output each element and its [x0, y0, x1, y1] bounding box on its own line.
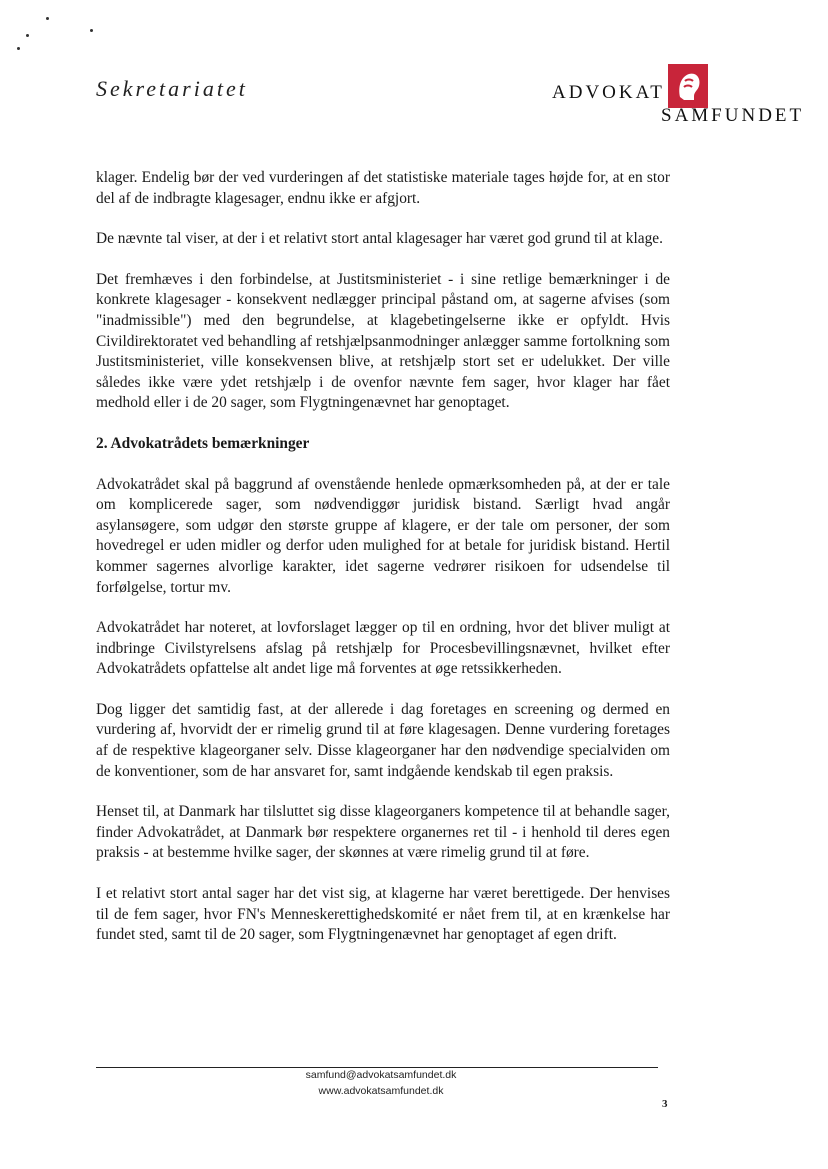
- header-title: Sekretariatet: [96, 76, 248, 101]
- logo-text-top: ADVOKAT: [552, 82, 665, 103]
- paragraph-3: Det fremhæves i den forbindelse, at Justitsministeriet - i sine retlige bemærkninger i de konkrete klagesager - konsekvent nedlægger principal påstand om, at sagerne afvises (som "inadmissible") med den begrundelse, at klagebetingelserne ikke er opfyldt. Hvis Civildirektoratet ved behandling af retshjælpsanmodninger anlægger samme fortolkning som Justitsministeriet, ville konsekvensen blive, at retshjælp stort set er udelukket. Der ville således ikke være ydet retshjælp i de ovenfor nævnte fem sager, hvor klager har fået medhold eller i de 20 sager, som Flygtningenævnet har genoptaget.: [96, 270, 670, 412]
- footer-website: www.advokatsamfundet.dk: [318, 1085, 444, 1097]
- letter-body: [96, 168, 670, 966]
- paragraph-5: Advokatrådet har noteret, at lovforslaget lægger op til en ordning, hvor det bliver muligt at indbringe Civilstyrelsens afslag på retshjælp for Procesbevillingsnævnet, hvilket efter Advokatrådets opfattelse alt andet lige må forventes at øge retssikkerheden.: [96, 619, 670, 678]
- logo-emblem-icon: [668, 64, 708, 108]
- logo-text-bottom: SAMFUNDET: [661, 105, 805, 126]
- paragraph-7: Henset til, at Danmark har tilsluttet sig disse klageorganers kompetence til at behandle sager, finder Advokatrådet, at Danmark bør respektere organernes ret til - i henhold til deres egen praksis - at bestemme hvilke sager, der skønnes at være rimelig grund til at føre.: [96, 803, 670, 862]
- paragraph-6: Dog ligger det samtidig fast, at der allerede i dag foretages en screening og dermed en vurdering af, hvorvidt der er rimelig grund til at føre klagesagen. Denne vurdering foretages af de respektive klageorganer selv. Disse klageorganer har den nødvendige specialviden om de konventioner, som de har ansvaret for, samt indgående kendskab til egen praksis.: [96, 700, 670, 780]
- footer-divider: [96, 1067, 658, 1068]
- paragraph-4: Advokatrådet skal på baggrund af ovenstående henlede opmærksomheden på, at der er tale om komplicerede sager, som nødvendiggør juridisk bistand. Særligt hvad angår asylansøgere, som udgør den største gruppe af klagere, er der tale om personer, der som hovedregel er uden midler og derfor uden mulighed for at betale for juridisk bistand. Hertil kommer sagernes alvorlige karakter, idet sagerne vedrører risikoen for udsendelse til forfølgelse, tortur mv.: [96, 475, 670, 596]
- paragraph-2: De nævnte tal viser, at der i et relativt stort antal klagesager har været god grund til at klage.: [96, 230, 663, 248]
- footer-email: samfund@advokatsamfundet.dk: [305, 1069, 457, 1081]
- section-heading: 2. Advokatrådets bemærkninger: [96, 434, 310, 452]
- paragraph-8: I et relativt stort antal sager har det vist sig, at klagerne har været berettigede. Der henvises til de fem sager, hvor FN's Menneskerettighedskomité er nået frem til, at en krænkelse har fundet sted, samt til de 20 sager, som Flygtningenævnet har genoptaget af egen drift.: [96, 885, 670, 944]
- paragraph-1: klager. Endelig bør der ved vurderingen af det statistiske materiale tages højde for, at en stor del af de indbragte klagesager, endnu ikke er afgjort.: [96, 169, 670, 207]
- page-number: 3: [662, 1098, 668, 1110]
